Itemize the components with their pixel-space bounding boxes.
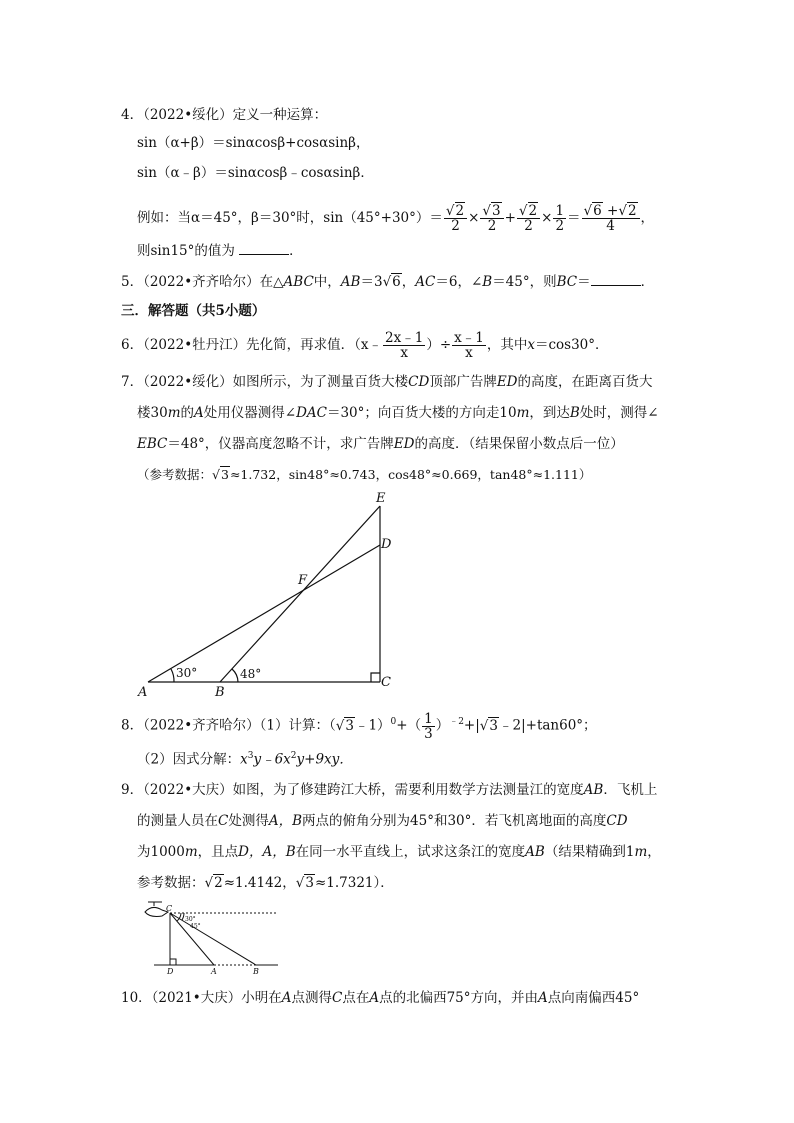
angle-arc-48	[232, 669, 238, 682]
q4-line1: sin（α+β）＝sinαcosβ+cosαsinβ，	[137, 135, 370, 151]
q7-line1: 7．（2022•绥化）如图所示，为了测量百货大楼CD顶部广告牌ED的高度，在距离百货大	[121, 374, 653, 390]
q4-head: 4．（2022•绥化）定义一种运算：	[121, 107, 328, 123]
fraction: $\frac{1}{2}$	[555, 203, 565, 234]
airplane-icon	[145, 907, 168, 916]
fraction: $\frac{1}{3}$	[424, 710, 433, 742]
label-b: B	[215, 685, 225, 700]
q9-line4: 参考数据：√2≈1.4142，√3≈1.7321）．	[137, 875, 394, 891]
label-d: D	[167, 967, 174, 976]
label-a: A	[211, 967, 217, 976]
label-c: C	[381, 675, 391, 690]
q7-line3: EBC＝48°，仪器高度忽略不计，求广告牌ED的高度．（结果保留小数点后一位）	[137, 436, 624, 452]
fraction: $\frac{√6 +√2}{4}$	[582, 204, 640, 233]
q7-ref: （参考数据：√3≈1.732，sin48°≈0.743，cos48°≈0.669，tan48°≈1.111）	[137, 467, 592, 482]
right-angle-mark	[170, 959, 176, 965]
q10-line1: 10．（2021•大庆）小明在A点测得C点在A点的北偏西75°方向，并由A点向南偏西45°	[121, 990, 640, 1006]
fraction: $\frac{√2}{2}$	[444, 204, 467, 233]
fraction: $\frac{√2}{2}$	[517, 204, 540, 233]
label-f: F	[298, 573, 308, 588]
q4-example: 例如：当α＝45°，β＝30°时，sin（45°+30°）＝ $\frac{√2}{2}$ × $\frac{√3}{2}$ + $\frac{√2}{2}$ × $\frac{1}{2}$ ＝ $\frac{√6 +√2}{4}$ ，	[137, 203, 655, 234]
section-heading: 三．解答题（共5小题）	[121, 303, 266, 319]
q4-ask: 则sin15°的值为 ．	[137, 240, 303, 261]
q7-figure	[130, 490, 400, 700]
label-a: A	[138, 685, 148, 700]
answer-blank	[591, 271, 641, 286]
line-be	[220, 506, 380, 682]
answer-blank	[239, 240, 289, 255]
label-b: B	[253, 967, 259, 976]
q9-line3: 为1000m，且点D，A，B在同一水平直线上，试求这条江的宽度AB（结果精确到1m，	[137, 844, 661, 860]
fraction: $\frac{x﹣1}{x}$	[454, 330, 484, 361]
q7-line2: 楼30m的A处用仪器测得∠DAC＝30°；向百货大楼的方向走10m，到达B处时，测得∠	[137, 405, 659, 421]
q8-part2: （2）因式分解：$x^3y﹣6x^2y+9xy$．	[137, 751, 353, 768]
q8-part1: 8．（2022•齐齐哈尔）（1）计算：（√3﹣1）$^0$+（ $\frac{1}{3}$ ）$^{﹣2}$+|√3﹣2|+tan60°；	[121, 710, 597, 742]
angle-arc-30	[182, 913, 184, 920]
q5: 5．（2022•齐齐哈尔）在△ABC中，AB＝3√6，AC＝6，∠B＝45°，则BC＝ ．	[121, 271, 654, 292]
label-c: C	[166, 904, 173, 913]
fraction: $\frac{√3}{2}$	[480, 204, 503, 233]
line-ad	[148, 545, 380, 682]
angle-48-label: 48°	[240, 667, 262, 681]
label-e: E	[376, 491, 386, 506]
q9-line2: 的测量人员在C处测得A，B两点的俯角分别为45°和30°．若飞机离地面的高度CD	[137, 813, 628, 829]
line-cb	[170, 913, 256, 965]
angle-45-label: 45°	[190, 923, 201, 930]
angle-30-label: 30°	[176, 666, 198, 680]
fraction: $\frac{2x﹣1}{x}$	[385, 330, 424, 361]
q9-line1: 9．（2022•大庆）如图，为了修建跨江大桥，需要利用数学方法测量江的宽度AB．飞机上	[121, 782, 658, 798]
q9-figure	[140, 898, 285, 978]
angle-arc-30	[171, 669, 174, 682]
label-d: D	[381, 537, 392, 552]
angle-30-label: 30°	[185, 916, 196, 923]
q4-line2: sin（α﹣β）＝sinαcosβ﹣cosαsinβ．	[137, 165, 374, 181]
right-angle-mark	[371, 673, 380, 682]
q6: 6．（2022•牡丹江）先化简，再求值．（x﹣ $\frac{2x﹣1}{x}$ ）÷ $\frac{x﹣1}{x}$ ，其中x＝cos30°．	[121, 330, 609, 361]
